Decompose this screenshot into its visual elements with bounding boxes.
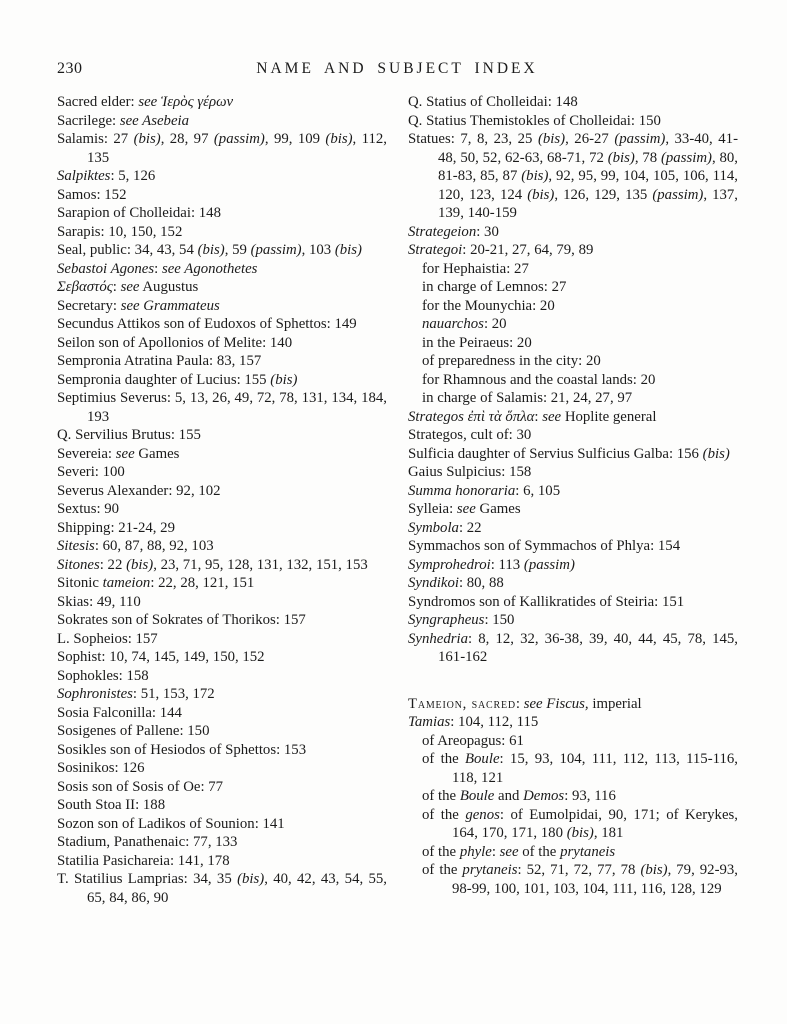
index-entry: Sophist: 10, 74, 145, 149, 150, 152: [57, 649, 265, 665]
index-entry: of preparedness in the city: 20: [422, 353, 601, 369]
index-entry: Septimius Severus: 5, 13, 26, 49, 72, 78, 131, 134, 184, 193: [57, 390, 387, 425]
index-entry: Sitesis: 60, 87, 88, 92, 103: [57, 538, 214, 554]
index-entry: Sacred elder: see Ἱερὸς γέρων: [57, 94, 234, 110]
index-entry: Strategoi: 20-21, 27, 64, 79, 89: [408, 242, 594, 258]
index-entry: Sitones: 22 (bis), 23, 71, 95, 128, 131, 132, 151, 153: [57, 556, 368, 573]
index-entry: Sokrates son of Sokrates of Thorikos: 157: [57, 612, 306, 628]
index-entry: Sextus: 90: [57, 501, 120, 517]
index-entry: Sophokles: 158: [57, 667, 149, 684]
index-entry: Gaius Sulpicius: 158: [408, 464, 532, 480]
index-entry: Sitonic tameion: 22, 28, 121, 151: [57, 575, 255, 591]
index-entry: of the Boule and Demos: 93, 116: [422, 788, 616, 804]
index-entry: Strategeion: 30: [408, 223, 499, 240]
index-entry: T. Statilius Lamprias: 34, 35 (bis), 40, 42, 43, 54, 55, 65, 84, 86, 90: [57, 871, 387, 906]
index-entry: Sozon son of Ladikos of Sounion: 141: [57, 815, 285, 832]
index-entry: Sulficia daughter of Servius Sulficius Galba: 156 (bis): [408, 445, 730, 462]
index-entry: Statues: 7, 8, 23, 25 (bis), 26-27 (passim), 33-40, 41-48, 50, 52, 62-63, 68-71, 72 (bis), 78 (passim), 80, 81-83, 85, 87 (bis), 92, 95, 99, 104, 105, 106, 114, 120, 123, 124 (bis), 126, 129, 135 (passim), 137, 139, 140-159: [408, 131, 738, 221]
index-entry: Symprohedroi: 113 (passim): [408, 556, 575, 573]
index-entry: Syngrapheus: 150: [408, 612, 515, 628]
index-entry: Sebastoi Agones: see Agonothetes: [57, 260, 258, 277]
index-entry: Syndikoi: 80, 88: [408, 575, 504, 591]
index-entry: Seal, public: 34, 43, 54 (bis), 59 (passim), 103 (bis): [57, 242, 362, 258]
index-entry: Σεβαστός: see Augustus: [57, 279, 199, 295]
index-entry: Q. Servilius Brutus: 155: [57, 427, 201, 443]
index-entry: Salamis: 27 (bis), 28, 97 (passim), 99, 109 (bis), 112, 135: [57, 131, 387, 166]
page-header: [57, 60, 737, 82]
index-entry: Samos: 152: [57, 186, 127, 203]
index-entry: nauarchos: 20: [422, 316, 507, 332]
index-entry: Sosigenes of Pallene: 150: [57, 723, 210, 739]
index-entry: Sosis son of Sosis of Oe: 77: [57, 778, 224, 795]
index-entry: Severi: 100: [57, 464, 125, 480]
index-entry: of the genos: of Eumolpidai, 90, 171; of Kerykes, 164, 170, 171, 180 (bis), 181: [422, 806, 738, 841]
index-entry: Sempronia daughter of Lucius: 155 (bis): [57, 371, 298, 388]
index-entry: Salpiktes: 5, 126: [57, 168, 156, 184]
page-number: 230: [57, 60, 83, 77]
index-entry: Synhedria: 8, 12, 32, 36-38, 39, 40, 44, 45, 78, 145, 161-162: [408, 630, 738, 665]
index-entry: Q. Statius of Cholleidai: 148: [408, 94, 578, 110]
index-entry: in charge of Lemnos: 27: [422, 279, 567, 295]
index-entry: Severeia: see Games: [57, 445, 180, 462]
index-entry: Summa honoraria: 6, 105: [408, 482, 561, 499]
index-entry: of Areopagus: 61: [422, 732, 524, 749]
index-entry: Shipping: 21-24, 29: [57, 519, 175, 536]
index-entry: Secundus Attikos son of Eudoxos of Sphettos: 149: [57, 316, 357, 332]
index-entry: Sarapion of Cholleidai: 148: [57, 205, 221, 221]
index-entry: Statilia Pasichareia: 141, 178: [57, 852, 230, 869]
left-column: [57, 93, 387, 907]
index-entry: of the Boule: 15, 93, 104, 111, 112, 113, 115-116, 118, 121: [422, 751, 738, 786]
index-entry: Syndromos son of Kallikratides of Steiria: 151: [408, 593, 685, 610]
index-entry: in charge of Salamis: 21, 24, 27, 97: [422, 390, 633, 406]
index-entry: Seilon son of Apollonios of Melite: 140: [57, 334, 293, 351]
index-entry: Symmachos son of Symmachos of Phlya: 154: [408, 538, 681, 554]
index-entry: Severus Alexander: 92, 102: [57, 482, 221, 499]
index-entry: Strategos, cult of: 30: [408, 427, 532, 443]
page-title: NAME AND SUBJECT INDEX: [256, 60, 538, 77]
index-entry: Tameion, sacred: see Fiscus, imperial: [408, 695, 642, 712]
index-entry: in the Peiraeus: 20: [422, 334, 532, 351]
index-entry: of the phyle: see of the prytaneis: [422, 843, 616, 860]
index-entry: for the Mounychia: 20: [422, 297, 555, 314]
right-column: [408, 93, 738, 907]
index-entry: Sosinikos: 126: [57, 760, 145, 776]
index-entry: Sosikles son of Hesiodos of Sphettos: 153: [57, 741, 307, 758]
index-entry: L. Sopheios: 157: [57, 630, 158, 647]
index-entry: Sylleia: see Games: [408, 501, 521, 517]
index-entry: Sacrilege: see Asebeia: [57, 112, 190, 129]
index-entry: for Rhamnous and the coastal lands: 20: [422, 371, 656, 388]
index-entry: Sophronistes: 51, 153, 172: [57, 686, 215, 702]
index-entry: for Hephaistia: 27: [422, 260, 529, 277]
index-entry: Skias: 49, 110: [57, 593, 141, 610]
index-entry: Tamias: 104, 112, 115: [408, 714, 539, 730]
index-entry: Sarapis: 10, 150, 152: [57, 223, 183, 240]
index-entry: of the prytaneis: 52, 71, 72, 77, 78 (bis), 79, 92-93, 98-99, 100, 101, 103, 104, 111, 116, 128, 129: [422, 862, 738, 897]
index-entry: Secretary: see Grammateus: [57, 297, 220, 314]
index-columns: [57, 93, 739, 907]
index-entry: South Stoa II: 188: [57, 797, 166, 813]
index-entry: Stadium, Panathenaic: 77, 133: [57, 834, 238, 850]
index-entry: Q. Statius Themistokles of Cholleidai: 150: [408, 112, 661, 129]
index-entry: Symbola: 22: [408, 519, 482, 536]
index-entry: Sempronia Atratina Paula: 83, 157: [57, 353, 262, 369]
index-entry: Strategos ἐπὶ τὰ ὅπλα: see Hoplite general: [408, 408, 657, 425]
index-entry: Sosia Falconilla: 144: [57, 704, 182, 721]
